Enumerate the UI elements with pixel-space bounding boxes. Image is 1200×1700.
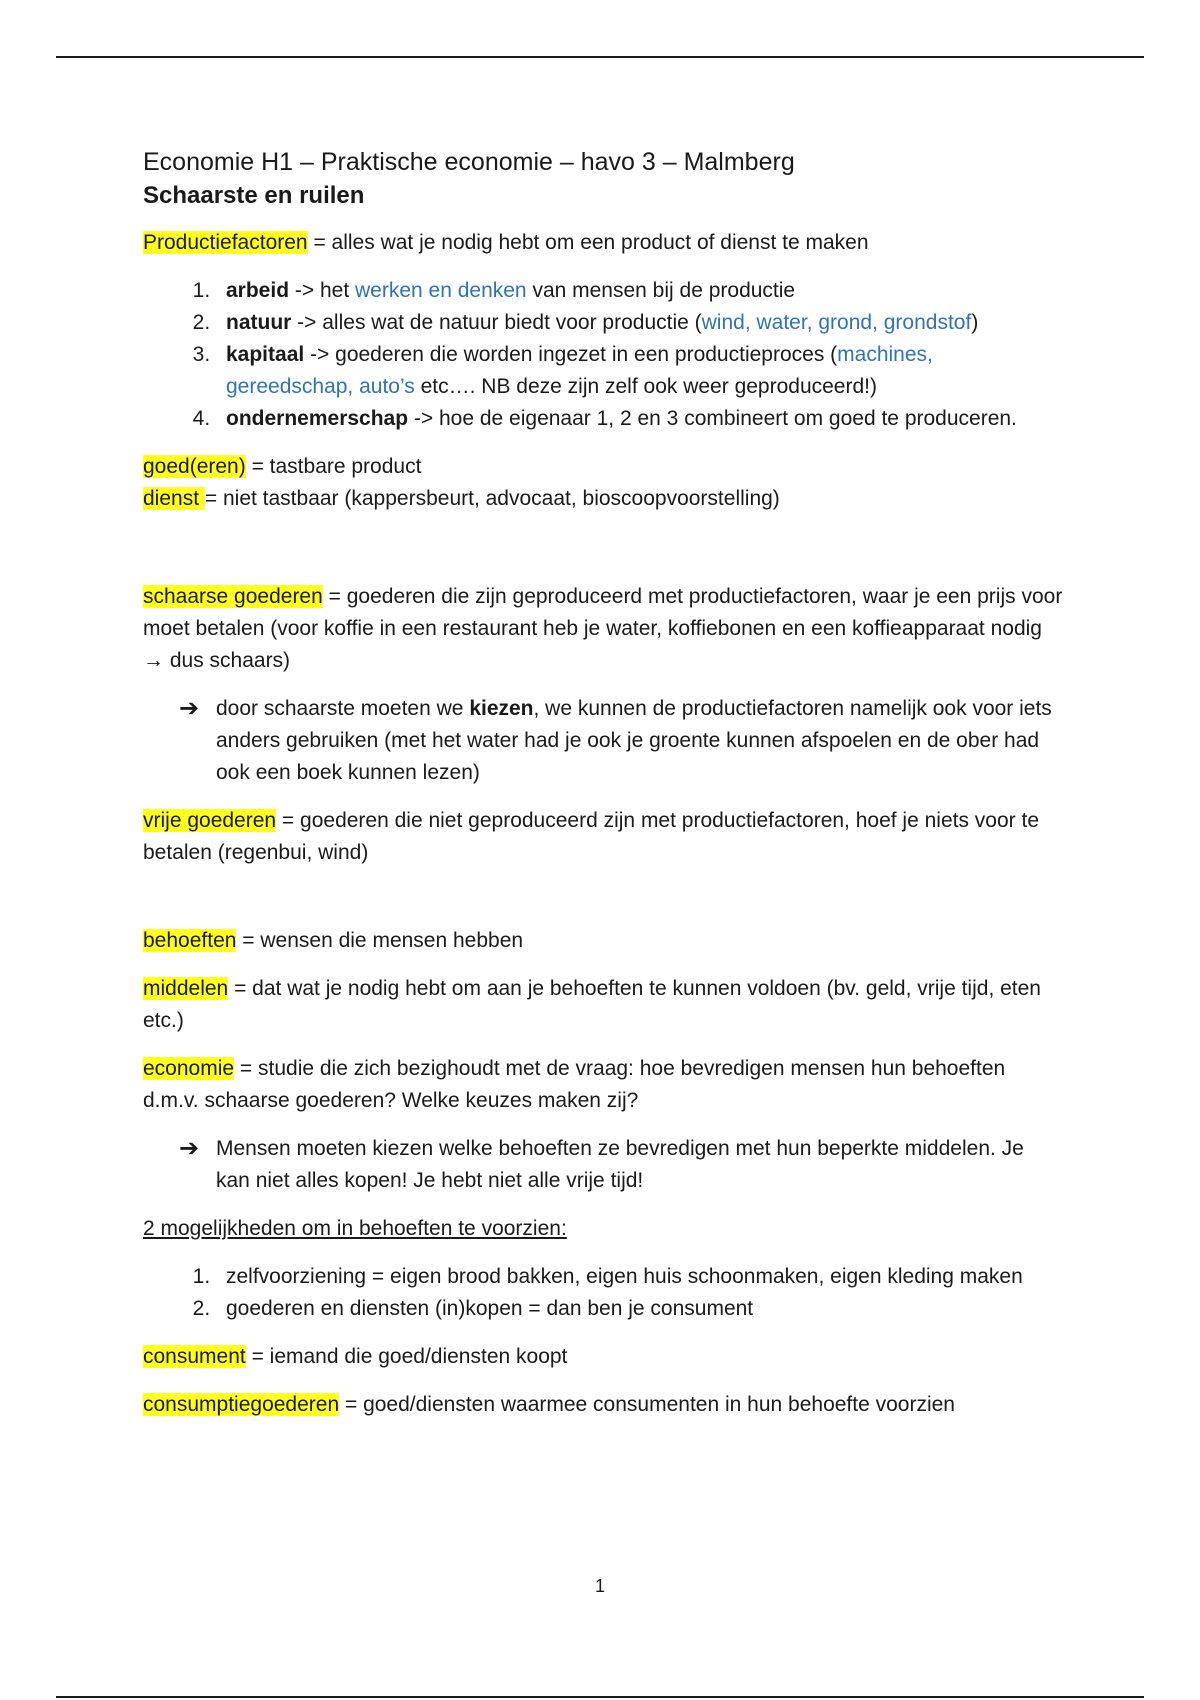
list-text: etc…. NB deze zijn zelf ook weer geproduceerd!): [414, 375, 877, 398]
list-text: -> goederen die worden ingezet in een productieproces (: [304, 343, 838, 366]
list-text: -> hoe de eigenaar 1, 2 en 3 combineert om goed te produceren.: [408, 407, 1017, 430]
term-dienst: dienst: [143, 487, 205, 510]
spacer: [143, 885, 1063, 925]
definition-text: = alles wat je nodig hebt om een product of dienst te maken: [307, 231, 869, 254]
list-example: wind, water, grond, grondstof: [701, 311, 972, 334]
note-text: Mensen moeten kiezen welke behoeften ze bevredigen met hun beperkte middelen. Je kan niet alles kopen! Je hebt niet alle vrije tijd!: [216, 1137, 1024, 1192]
list-text: ): [971, 311, 979, 334]
term-vrije-goederen: vrije goederen: [143, 809, 277, 832]
definition-behoeften: [143, 925, 1063, 957]
arrow-note-schaarste: [143, 693, 1063, 789]
note-text: door schaarste moeten we: [216, 697, 470, 720]
list-term: arbeid: [226, 279, 290, 302]
definition-text: = niet tastbaar (kappersbeurt, advocaat, bioscoopvoorstelling): [204, 487, 780, 510]
term-productiefactoren: Productiefactoren: [143, 231, 308, 254]
list-example: machines, gereedschap, auto’s: [226, 343, 933, 398]
mogelijkheden-list: [143, 1261, 1063, 1325]
list-text: -> het: [289, 279, 355, 302]
definition-goed: [143, 451, 1063, 483]
definition-dienst: [143, 483, 1063, 515]
document-subtitle: Schaarste en ruilen: [143, 182, 365, 209]
list-term: kapitaal: [226, 343, 305, 366]
term-middelen: middelen: [143, 977, 229, 1000]
document-title: Economie H1 – Praktische economie – havo 3 – Malmberg: [143, 148, 795, 176]
term-schaarse-goederen: schaarse goederen: [143, 585, 323, 608]
note-text: , we kunnen de productiefactoren namelijk ook voor iets anders gebruiken (met het water had je ook je groente kunnen afspoelen en de ober had ook een boek kunnen lezen): [216, 697, 1052, 784]
list-item: 1. zelfvoorziening = eigen brood bakken, eigen huis schoonmaken, eigen kleding maken: [216, 1261, 1063, 1293]
term-consument: consument: [143, 1345, 246, 1368]
list-item: [216, 275, 1063, 307]
document-page: [143, 145, 1063, 1437]
note-emphasis: kiezen: [469, 697, 534, 720]
term-economie: economie: [143, 1057, 235, 1080]
term-consumptiegoederen: consumptiegoederen: [143, 1393, 340, 1416]
definition-text: = wensen die mensen hebben: [236, 929, 524, 952]
definition-economie: [143, 1053, 1063, 1117]
definition-consument: [143, 1341, 1063, 1373]
top-rule: [56, 56, 1144, 58]
list-item: [216, 339, 1063, 403]
definition-text: = studie die zich bezighoudt met de vraag: hoe bevredigen mensen hun behoeften d.m.v. schaarse goederen? Welke keuzes maken zij?: [143, 1057, 1006, 1112]
arrow-right-icon: ➔: [179, 695, 200, 722]
definition-consumptiegoederen: [143, 1389, 1063, 1421]
bottom-rule: [56, 1696, 1144, 1698]
definition-text: = goederen die niet geproduceerd zijn met productiefactoren, hoef je niets voor te betalen (regenbui, wind): [143, 809, 1039, 864]
definition-text: = iemand die goed/diensten koopt: [245, 1345, 568, 1368]
term-goed: goed(eren): [143, 455, 246, 478]
list-item: 2. goederen en diensten (in)kopen = dan ben je consument: [216, 1293, 1063, 1325]
definition-productiefactoren: [143, 227, 1063, 259]
definition-text: = tastbare product: [245, 455, 422, 478]
list-item: [216, 307, 1063, 339]
arrow-note-economie: [143, 1133, 1063, 1197]
list-term: ondernemerschap: [226, 407, 409, 430]
list-item: [216, 403, 1063, 435]
spacer: [143, 531, 1063, 581]
definition-vrije-goederen: [143, 805, 1063, 869]
list-text: van mensen bij de productie: [526, 279, 796, 302]
list-example: werken en denken: [354, 279, 527, 302]
definition-middelen: [143, 973, 1063, 1037]
definition-text: = goed/diensten waarmee consumenten in hun behoefte voorzien: [339, 1393, 955, 1416]
productiefactoren-list: [143, 275, 1063, 435]
list-term: natuur: [226, 311, 292, 334]
definition-text: = dat wat je nodig hebt om aan je behoeften te kunnen voldoen (bv. geld, vrije tijd, eten etc.): [143, 977, 1041, 1032]
page-number: 1: [594, 1576, 605, 1596]
list-text: -> alles wat de natuur biedt voor productie (: [291, 311, 702, 334]
mogelijkheden-heading: [143, 1213, 1063, 1245]
definition-text: = goederen die zijn geproduceerd met productiefactoren, waar je een prijs voor moet betalen (voor koffie in een restaurant heb je water, koffiebonen en een koffieapparaat nodig → dus schaars): [143, 585, 1063, 672]
arrow-right-icon: ➔: [179, 1135, 200, 1162]
term-behoeften: behoeften: [143, 929, 237, 952]
definition-schaarse-goederen: [143, 581, 1063, 677]
section-heading: 2 mogelijkheden om in behoeften te voorzien:: [143, 1217, 567, 1240]
